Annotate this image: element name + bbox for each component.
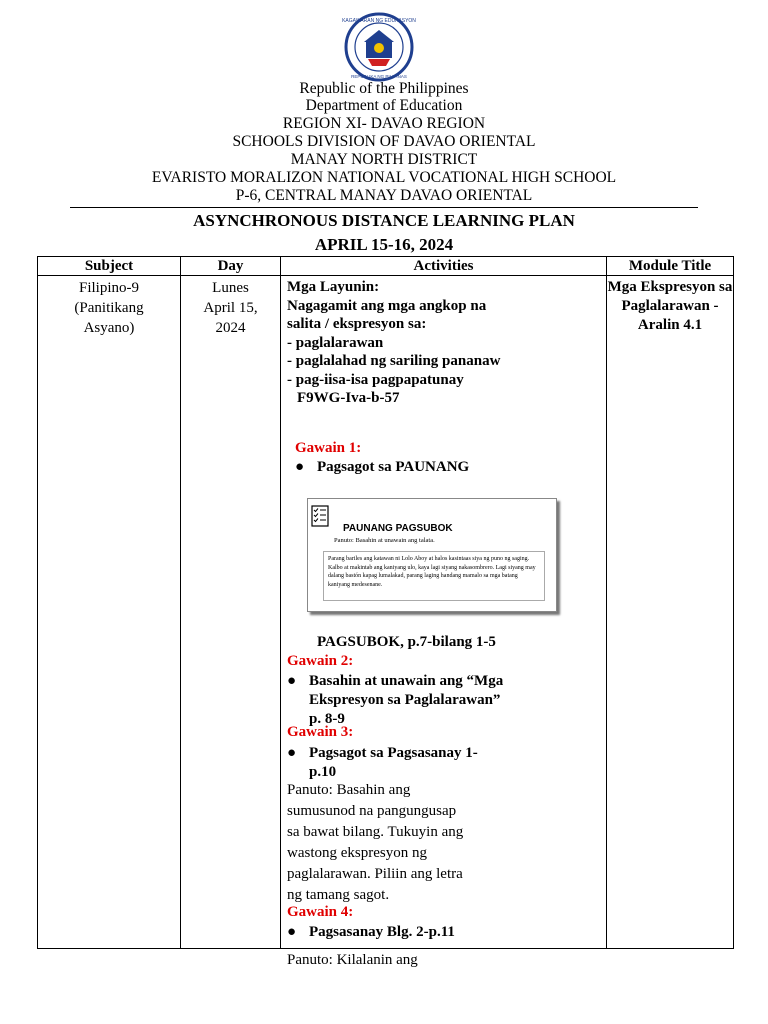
header-department: Department of Education <box>305 97 463 114</box>
gawain-4-item: ● Pagsasanay Blg. 2-p.11 <box>287 924 455 940</box>
svg-text:REPUBLIKA NG PILIPINAS: REPUBLIKA NG PILIPINAS <box>351 74 407 79</box>
competency-code: F9WG-Iva-b-57 <box>297 390 400 406</box>
gawain-4-label: Gawain 4: <box>287 904 354 920</box>
header-day: Day <box>181 257 281 276</box>
module-line: Mga Ekspresyon sa <box>607 279 733 295</box>
image-paragraph: Parang bariles ang katawan ni Lolo Aboy at halos kasintaas siya ng puno ng saging. Kalbo at makintab ang kaniyang ulo, kaya lagi siyang nakasombrero. Lagi siyang may dalang bastón kapag lumalakad, parang laging handang mamalo sa mga batang kaniyang medesenane. <box>323 551 545 601</box>
paunang-pagsubok-image <box>307 498 557 612</box>
module-line: Aralin 4.1 <box>637 317 703 333</box>
learning-plan-table <box>37 256 734 968</box>
header-district: MANAY NORTH DISTRICT <box>290 151 478 168</box>
header-school: EVARISTO MORALIZON NATIONAL VOCATIONAL HIGH SCHOOL <box>151 169 617 186</box>
subject-line: Filipino-9 <box>78 280 139 296</box>
header-division: SCHOOLS DIVISION OF DAVAO ORIENTAL <box>232 133 536 150</box>
objective-item: - pag-iisa-isa pagpapatunay <box>287 371 464 388</box>
deped-seal <box>338 12 420 82</box>
header-republic: Republic of the Philippines <box>299 80 469 97</box>
objectives-title: Mga Layunin: <box>287 279 380 295</box>
table-header-row <box>38 257 734 276</box>
svg-text:KAGAWARAN NG EDUKASYON: KAGAWARAN NG EDUKASYON <box>342 18 416 24</box>
objectives-intro: salita / ekspresyon sa: <box>287 316 427 332</box>
gawain-3-label: Gawain 3: <box>287 724 354 740</box>
header-divider <box>70 207 698 208</box>
checklist-icon <box>311 505 329 527</box>
gawain-3-item: ● Pagsagot sa Pagsasanay 1- p.10 <box>287 745 478 780</box>
day-line: April 15, <box>203 300 258 316</box>
gawain-2-label: Gawain 2: <box>287 653 354 669</box>
day-cell <box>181 276 281 949</box>
day-line: Lunes <box>212 280 249 296</box>
gawain-1-continuation: PAGSUBOK, p.7-bilang 1-5 <box>317 634 496 650</box>
image-panuto: Panuto: Basahin at unawain ang talata. <box>334 537 435 544</box>
gawain-1-item: ● Pagsagot sa PAUNANG <box>295 459 470 475</box>
header-activities: Activities <box>281 257 607 276</box>
objectives-intro: Nagagamit ang mga angkop na <box>287 297 487 314</box>
gawain-2-item: ● Basahin at unawain ang “Mga Ekspresyon sa Paglalarawan” p. 8-9 <box>287 673 504 727</box>
header-address: P-6, CENTRAL MANAY DAVAO ORIENTAL <box>235 187 533 204</box>
header-region: REGION XI- DAVAO REGION <box>282 115 486 132</box>
gawain-3-panuto: Panuto: Basahin ang sumusunod na pangungusap sa bawat bilang. Tukuyin ang wastong ekspresyon ng paglalarawan. Piliin ang letra ng tamang sagot. <box>287 782 464 903</box>
module-title-cell <box>607 276 734 949</box>
plan-title: ASYNCHRONOUS DISTANCE LEARNING PLAN <box>193 211 575 230</box>
objective-item: - paglalahad ng sariling pananaw <box>287 353 501 369</box>
subject-cell <box>38 276 181 949</box>
activities-cell <box>281 276 607 968</box>
header-subject: Subject <box>38 257 181 276</box>
header-module-title: Module Title <box>607 257 734 276</box>
gawain-4-panuto: Panuto: Kilalanin ang <box>287 952 418 968</box>
plan-date: APRIL 15-16, 2024 <box>314 235 454 254</box>
gawain-1-label: Gawain 1: <box>295 440 362 456</box>
day-line: 2024 <box>215 320 246 336</box>
module-line: Paglalarawan - <box>621 298 719 314</box>
objectives-block <box>287 278 500 408</box>
subject-line: (Panitikang <box>74 300 144 316</box>
table-row <box>38 276 734 949</box>
subject-line: Asyano) <box>83 320 135 336</box>
image-title: PAUNANG PAGSUBOK <box>343 523 453 534</box>
objective-item: - paglalarawan <box>287 334 384 351</box>
